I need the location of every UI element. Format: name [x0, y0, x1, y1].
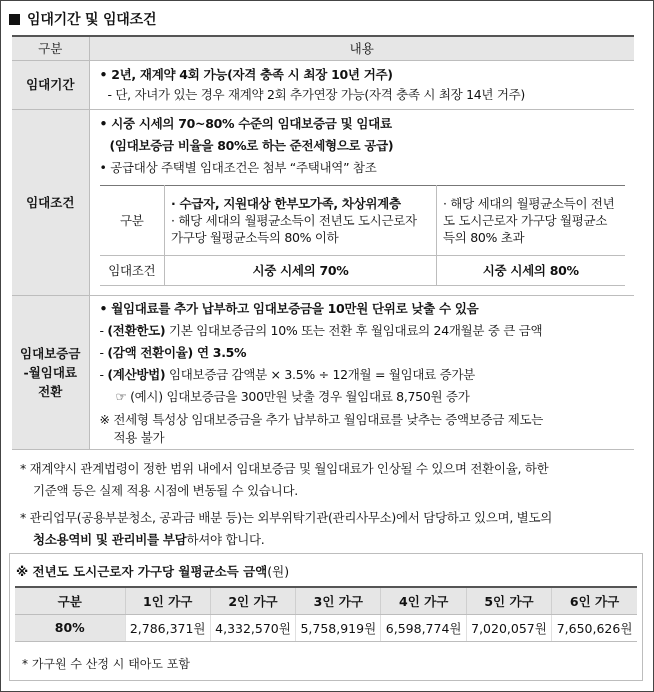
square-bullet-icon [9, 14, 20, 25]
inner-val-70: 시중 시세의 70% [165, 255, 437, 285]
conversion-line-4-bold: (계산방법) [107, 366, 166, 382]
conditions-line-2: (임대보증금 비율을 80%로 하는 준전세형으로 공급) [109, 137, 394, 153]
inner-val-80: 시중 시세의 80% [437, 255, 625, 285]
footnote-2-bold: 청소용역비 및 관리비를 부담 [33, 532, 187, 547]
income-header-category: 구분 [15, 587, 125, 614]
inner-row-type [100, 185, 625, 255]
header-content: 내용 [89, 36, 634, 60]
footnote-2-text: 하셔야 합니다. [186, 532, 265, 547]
income-row-label: 80% [15, 614, 125, 641]
inner-col1-type [165, 185, 437, 255]
income-value-1: 2,786,371원 [125, 614, 210, 641]
footnote-2 [20, 507, 640, 551]
conversion-line-6: ※ 전세형 특성상 임대보증금을 추가 납부하고 월임대료를 낮추는 증액보증금 제도는 [99, 411, 544, 427]
income-value-5: 7,020,057원 [466, 614, 551, 641]
conversion-line-1: • 월임대료를 추가 납부하고 임대보증금을 10만원 단위로 낮출 수 있음 [99, 300, 479, 316]
footnote-1 [20, 458, 640, 502]
header-category: 구분 [12, 36, 89, 60]
income-unit: (원) [267, 564, 290, 579]
conversion-line-2: - (전환한도) 기본 임대보증금의 10% 또는 전환 후 월임대료의 24개월분 중 큰 금액 [99, 322, 543, 338]
rental-terms-table [12, 35, 634, 450]
inner-label-type: 구분 [100, 185, 165, 255]
conversion-line-2-bold: (전환한도) [107, 322, 166, 338]
income-value-4: 6,598,774원 [381, 614, 466, 641]
conditions-line-1: • 시중 시세의 70~80% 수준의 임대보증금 및 임대료 [99, 115, 392, 131]
period-line-1: • 2년, 재계약 4회 가능(자격 충족 시 최장 10년 거주) [99, 66, 393, 82]
income-header-4: 4인 가구 [381, 587, 466, 614]
row-rental-conditions [12, 109, 634, 295]
inner-col1-line-a: · 수급자, 지원대상 한부모가족, 차상위계층 [171, 195, 401, 211]
income-header-row [15, 587, 637, 614]
income-header-1: 1인 가구 [125, 587, 210, 614]
footnote-2-line-a: * 관리업무(공용부분청소, 공과금 배분 등)는 외부위탁기관(관리사무소)에서 담당하고 있으며, 별도의 [20, 510, 552, 525]
footnote-2-line-b [20, 529, 640, 551]
income-header-2: 2인 가구 [210, 587, 295, 614]
conversion-line-2-text: 기본 임대보증금의 10% 또는 전환 후 월임대료의 24개월분 중 큰 금액 [165, 322, 543, 338]
income-title [16, 562, 289, 580]
conversion-line-7: 적용 불가 [113, 429, 165, 445]
conditions-line-3: • 공급대상 주택별 임대조건은 첨부 “주택내역” 참조 [99, 159, 377, 175]
inner-col1-line-b [171, 212, 430, 246]
conversion-label-2: -월임대료 [23, 364, 77, 380]
period-line-2: - 단, 자녀가 있는 경우 재계약 2회 추가연장 가능(자격 충족 시 최장 14년 거주) [107, 86, 525, 102]
row-rental-period [12, 60, 634, 109]
conversion-line-3-text: (감액 전환이율) 연 3.5% [107, 344, 247, 360]
conversion-line-4-text: 임대보증금 감액분 × 3.5% ÷ 12개월 = 월임대료 증가분 [165, 366, 475, 382]
table-header-row [12, 36, 634, 60]
footnote-1-line-a: * 재계약시 관계법령이 정한 범위 내에서 임대보증금 및 월임대료가 인상될 수 있으며 전환이율, 하한 [20, 461, 549, 476]
inner-col2-type: · 해당 세대의 월평균소득이 전년도 도시근로자 가구당 월평균소득의 80% 초과 [437, 185, 625, 255]
income-header-6: 6인 가구 [552, 587, 637, 614]
conversion-line-3: - (감액 전환이율) 연 3.5% [99, 344, 247, 360]
row-label-conditions: 임대조건 [12, 109, 89, 295]
income-value-6: 7,650,626원 [552, 614, 637, 641]
income-header-5: 5인 가구 [466, 587, 551, 614]
conditions-content [89, 109, 634, 295]
inner-label-cond: 임대조건 [100, 255, 165, 285]
section-title [9, 9, 156, 29]
conversion-label-3: 전환 [38, 383, 63, 399]
conversion-content [89, 295, 634, 449]
income-value-row [15, 614, 637, 641]
conversion-label-1: 임대보증금 [20, 345, 81, 361]
period-content [89, 60, 634, 109]
income-note: * 가구원 수 산정 시 태아도 포함 [22, 657, 190, 671]
inner-row-cond [100, 255, 625, 285]
income-header-3: 3인 가구 [296, 587, 381, 614]
inner-col1-line-b-text: · 해당 세대의 월평균소득이 전년도 도시근로자 가구당 월평균소득의 80% 이하 [171, 212, 417, 245]
conversion-line-5: ☞ (예시) 임대보증금을 300만원 낮출 경우 월임대료 8,750원 증가 [115, 388, 470, 404]
income-value-2: 4,332,570원 [210, 614, 295, 641]
row-conversion [12, 295, 634, 449]
footnote-1-line-b: 기준액 등은 실제 적용 시점에 변동될 수 있습니다. [33, 483, 298, 498]
income-value-3: 5,758,919원 [296, 614, 381, 641]
income-table [15, 586, 637, 642]
income-title-text: ※ 전년도 도시근로자 가구당 월평균소득 금액 [16, 564, 268, 579]
row-label-period: 임대기간 [12, 60, 89, 109]
row-label-conversion [12, 295, 89, 449]
section-title-text: 임대기간 및 임대조건 [27, 12, 157, 28]
income-box [9, 553, 643, 681]
conversion-line-4: - (계산방법) 임대보증금 감액분 × 3.5% ÷ 12개월 = 월임대료 증가분 [99, 366, 475, 382]
conditions-inner-table [100, 185, 625, 286]
